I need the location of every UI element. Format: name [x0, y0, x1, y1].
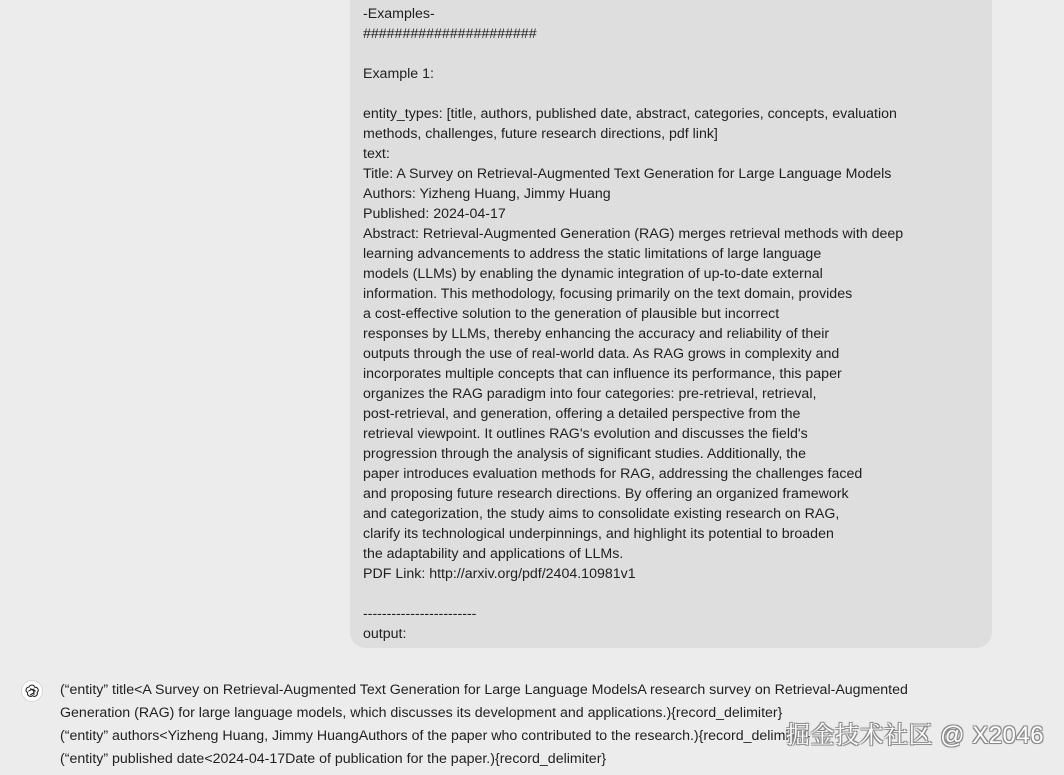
- user-message-line: responses by LLMs, thereby enhancing the accuracy and reliability of their: [363, 326, 830, 342]
- user-message-line: clarify its technological underpinnings, and highlight its potential to broaden: [363, 526, 834, 542]
- user-message-line: output:: [363, 626, 407, 642]
- user-message-line: a cost-effective solution to the generation of plausible but incorrect: [363, 306, 780, 322]
- user-message-line: outputs through the use of real-world data. As RAG grows in complexity and: [363, 346, 840, 362]
- user-message-line: text:: [363, 146, 390, 162]
- user-message-line: and proposing future research directions. By offering an organized framework: [363, 486, 849, 502]
- user-message-line: models (LLMs) by enabling the dynamic integration of up-to-date external: [363, 266, 823, 282]
- user-message-line: ------------------------: [363, 606, 477, 622]
- user-message-line: organizes the RAG paradigm into four categories: pre-retrieval, retrieval,: [363, 386, 817, 402]
- user-message-line: [363, 584, 983, 604]
- user-message-line: Example 1:: [363, 66, 434, 82]
- assistant-message-line: (“entity” title<A Survey on Retrieval-Augmented Text Generation for Large Language ModelsA research survey on Retrieval-Augmented: [60, 682, 908, 698]
- user-message-line: [363, 84, 983, 104]
- user-message-line: information. This methodology, focusing primarily on the text domain, provides: [363, 286, 853, 302]
- user-message-line: Authors: Yizheng Huang, Jimmy Huang: [363, 186, 611, 202]
- user-message-line: Published: 2024-04-17: [363, 206, 506, 222]
- openai-logo-icon: [21, 680, 43, 702]
- user-message-line: ######################: [363, 26, 537, 42]
- assistant-message-line: (“entity” published date<2024-04-17Date of publication for the paper.){record_delimiter}: [60, 751, 607, 767]
- openai-logo-icon-svg: [24, 683, 40, 699]
- user-message-line: paper introduces evaluation methods for RAG, addressing the challenges faced: [363, 466, 863, 482]
- user-message-line: -Examples-: [363, 6, 435, 22]
- user-message-line: retrieval viewpoint. It outlines RAG's evolution and discusses the field's: [363, 426, 808, 442]
- user-message-line: incorporates multiple concepts that can influence its performance, this paper: [363, 366, 842, 382]
- user-message-line: the adaptability and applications of LLMs.: [363, 546, 624, 562]
- user-message-line: and categorization, the study aims to consolidate existing research on RAG,: [363, 506, 840, 522]
- user-message-line: PDF Link: http://arxiv.org/pdf/2404.10981v1: [363, 566, 636, 582]
- assistant-message-line: (“entity” authors<Yizheng Huang, Jimmy HuangAuthors of the paper who contributed to the research.){record_delimiter}: [60, 728, 810, 744]
- user-message-line: Title: A Survey on Retrieval-Augmented Text Generation for Large Language Models: [363, 166, 892, 182]
- user-message-line: learning advancements to address the static limitations of large language: [363, 246, 822, 262]
- user-message-line: [363, 44, 983, 64]
- user-message-line: progression through the analysis of significant studies. Additionally, the: [363, 446, 806, 462]
- user-message-line: Abstract: Retrieval-Augmented Generation (RAG) merges retrieval methods with deep: [363, 226, 904, 242]
- user-message-line: post-retrieval, and generation, offering a detailed perspective from the: [363, 406, 801, 422]
- user-message-text: [363, 4, 983, 644]
- user-message-line: methods, challenges, future research directions, pdf link]: [363, 126, 718, 142]
- user-message-line: entity_types: [title, authors, published date, abstract, categories, concepts, evaluation: [363, 106, 897, 122]
- assistant-message-line: Generation (RAG) for large language models, which discusses its development and applications.){record_delimiter}: [60, 705, 783, 721]
- watermark: 掘金技术社区 @ X2046: [786, 722, 1045, 749]
